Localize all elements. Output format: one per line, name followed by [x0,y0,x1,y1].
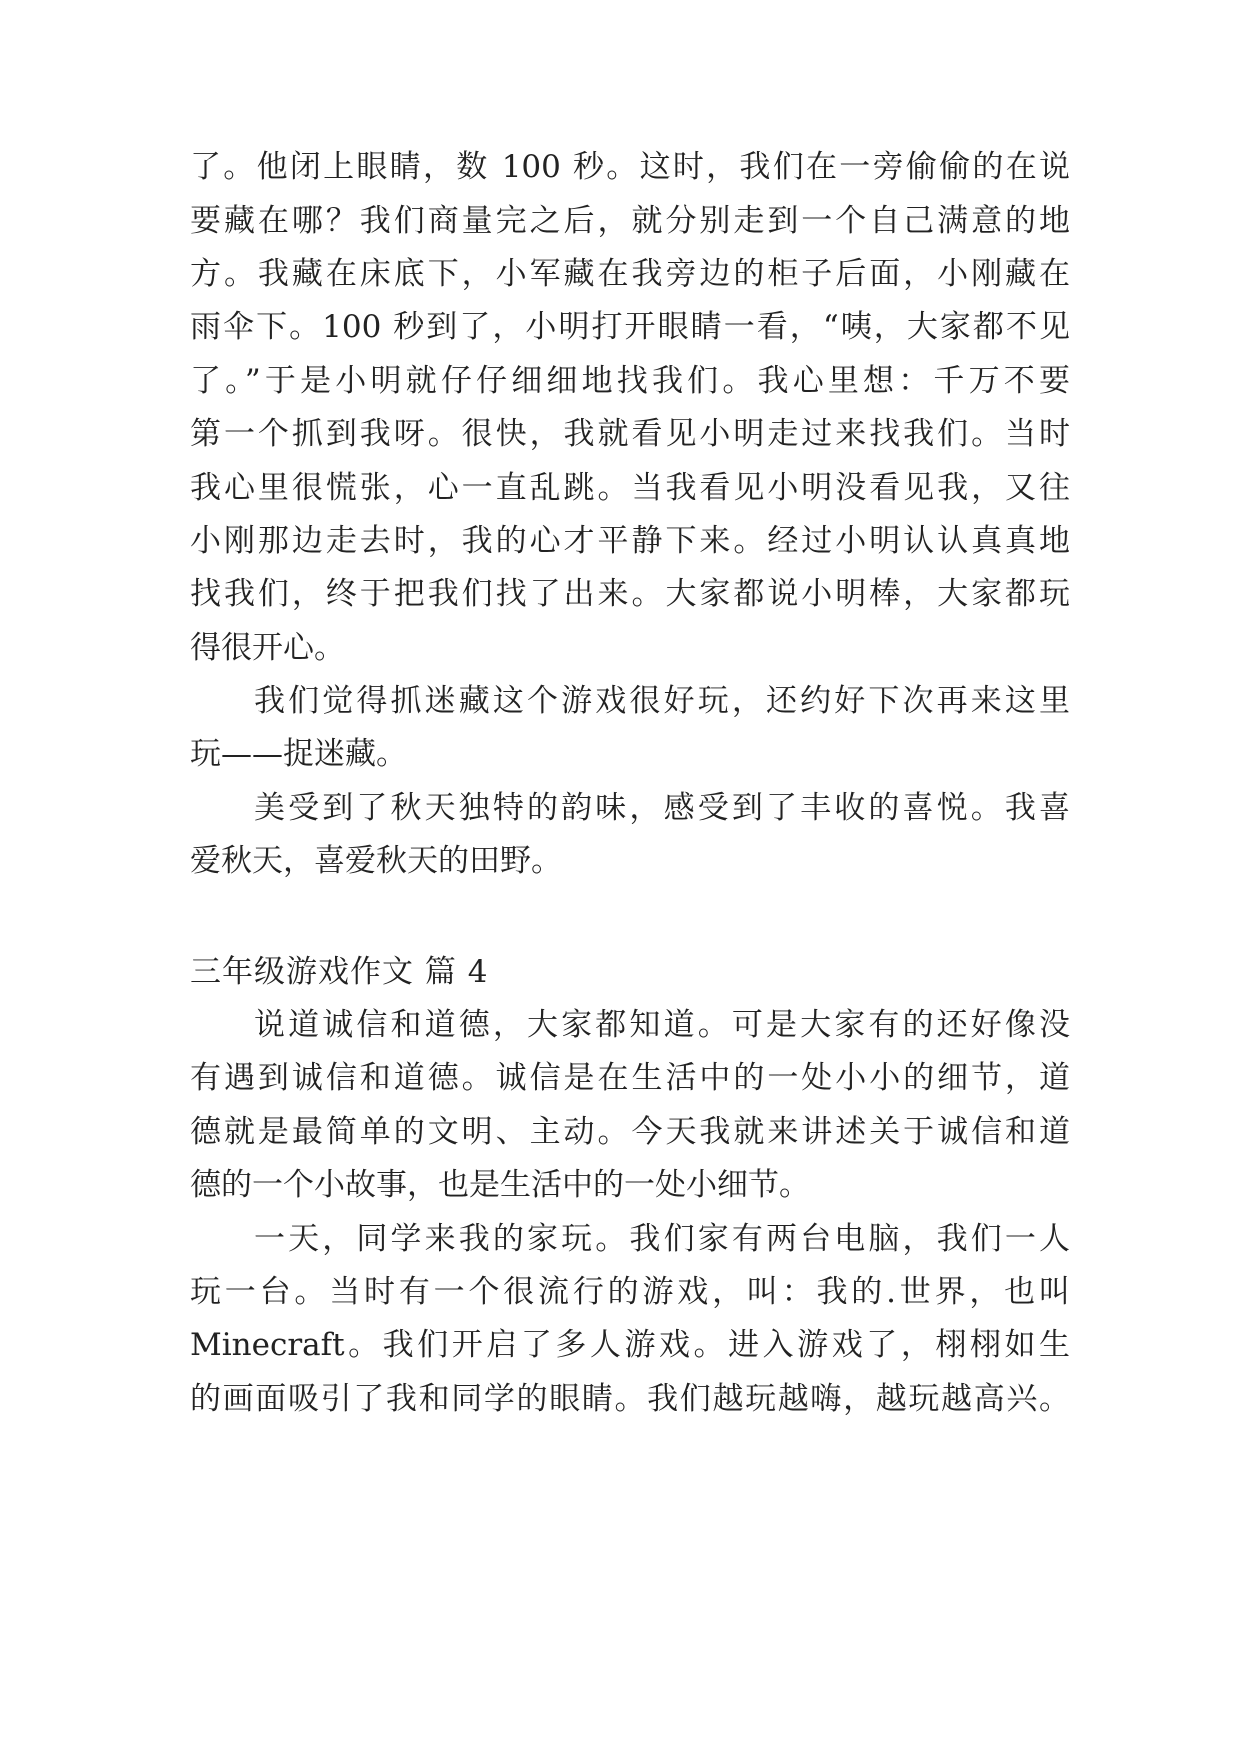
paragraph-line: 美受到了秋天独特的韵味，感受到了丰收的喜悦。我喜 [254,790,1070,826]
paragraph-line: 方。我藏在床底下，小军藏在我旁边的柜子后面，小刚藏在 [190,256,1070,292]
paragraph-line: 小刚那边走去时，我的心才平静下来。经过小明认认真真地 [190,523,1070,559]
paragraph-line: 了。”于是小明就仔仔细细地找我们。我心里想：千万不要 [190,363,1070,399]
paragraph-line: 的画面吸引了我和同学的眼睛。我们越玩越嗨，越玩越高兴。 [190,1381,1070,1417]
paragraph-line: 爱秋天，喜爱秋天的田野。 [190,843,562,879]
paragraph-line: 雨伞下。100 秒到了，小明打开眼睛一看，“咦，大家都不见 [190,309,1070,345]
paragraph-line: 我们觉得抓迷藏这个游戏很好玩，还约好下次再来这里 [254,683,1070,719]
paragraph-line: 一天，同学来我的家玩。我们家有两台电脑，我们一人 [254,1221,1070,1257]
paragraph-line: 玩——捉迷藏。 [190,736,407,772]
paragraph-line: 说道诚信和道德，大家都知道。可是大家有的还好像没 [254,1007,1070,1043]
paragraph-line: 第一个抓到我呀。很快，我就看见小明走过来找我们。当时 [190,416,1070,452]
paragraph-line: 有遇到诚信和道德。诚信是在生活中的一处小小的细节，道 [190,1060,1070,1096]
paragraph-line: 了。他闭上眼睛，数 100 秒。这时，我们在一旁偷偷的在说 [190,149,1070,185]
paragraph-line: 找我们，终于把我们找了出来。大家都说小明棒，大家都玩 [190,576,1070,612]
paragraph-line: Minecraft。我们开启了多人游戏。进入游戏了，栩栩如生 [190,1327,1070,1363]
paragraph-line: 玩一台。当时有一个很流行的游戏，叫：我的.世界，也叫 [190,1274,1070,1310]
paragraph-line: 德就是最简单的文明、主动。今天我就来讲述关于诚信和道 [190,1114,1070,1150]
paragraph-line: 得很开心。 [190,630,345,666]
paragraph-line: 要藏在哪？我们商量完之后，就分别走到一个自己满意的地 [190,203,1070,239]
section-heading: 三年级游戏作文 篇 4 [190,954,489,990]
paragraph-line: 德的一个小故事，也是生活中的一处小细节。 [190,1167,810,1203]
paragraph-line: 我心里很慌张，心一直乱跳。当我看见小明没看见我，又往 [190,470,1070,506]
